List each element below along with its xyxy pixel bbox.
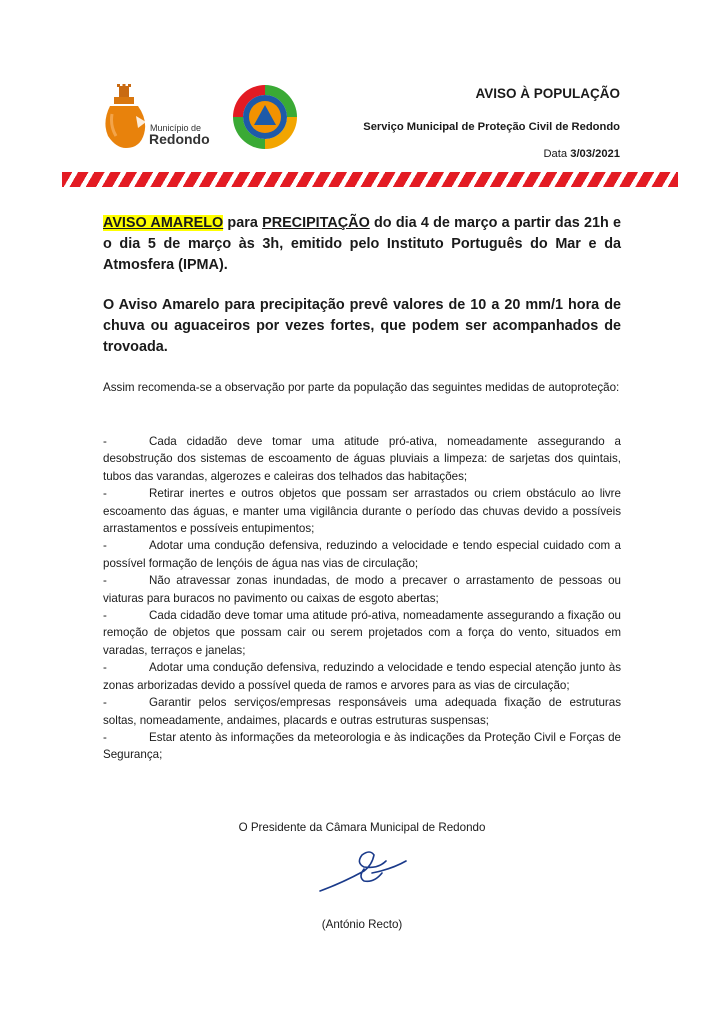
list-item — [103, 433, 621, 485]
logo-line2: Redondo — [149, 131, 210, 147]
warning-phenomenon: PRECIPITAÇÃO — [262, 215, 370, 231]
warning-connector: para — [223, 215, 263, 231]
warning-statement — [103, 213, 621, 276]
service-name: Serviço Municipal de Proteção Civil de Redondo — [363, 121, 620, 133]
warning-lead — [103, 213, 621, 276]
measures-list — [103, 433, 621, 764]
list-item — [103, 659, 621, 694]
list-item-text: Adotar uma condução defensiva, reduzindo a velocidade e tendo especial cuidado com a possível formação de lençóis de água nas vias de circulação; — [103, 539, 621, 570]
list-item-text: Cada cidadão deve tomar uma atitude pró-ativa, nomeadamente assegurando a desobstrução dos sistemas de escoamento de águas pluviais a limpeza: de sarjetas dos quintais, tubos das varandas, algerozes e caleiras dos telhados das habitações; — [103, 435, 621, 483]
logo-line1: Município de — [150, 123, 202, 133]
municipality-logo — [100, 82, 228, 150]
list-bullet: - — [103, 609, 107, 623]
list-item — [103, 607, 621, 659]
notice-title: AVISO À POPULAÇÃO — [475, 86, 620, 101]
list-bullet: - — [103, 487, 107, 501]
list-item — [103, 694, 621, 729]
list-item — [103, 729, 621, 764]
signatory-name: (António Recto) — [321, 918, 403, 931]
list-item-text: Garantir pelos serviços/empresas responsáveis uma adequada fixação de estruturas soltas, nomeadamente, andaimes, placards e outras estruturas suspensas; — [103, 696, 621, 727]
list-item — [103, 572, 621, 607]
list-item — [103, 485, 621, 537]
list-item-text: Estar atento às informações da meteorologia e às indicações da Proteção Civil e Forças de Segurança; — [103, 730, 621, 762]
measures-intro: Assim recomenda-se a observação por parte da população das seguintes medidas de autoproteção: — [103, 381, 620, 394]
handwritten-signature — [312, 843, 412, 901]
list-item-text: Cada cidadão deve tomar uma atitude pró-ativa, nomeadamente assegurando a fixação ou remoção de objetos que possam cair ou serem projetados com a força do vento, situados em varadas, terraços e janelas; — [103, 609, 621, 657]
jug-tower-icon — [105, 84, 146, 148]
warning-details: do dia 4 de março a partir das 21h e o dia 5 de março às 3h, emitido pelo Instituto Português do Mar e da Atmosfera (IPMA). — [103, 215, 621, 273]
signatory-title: O Presidente da Câmara Municipal de Redondo — [238, 821, 486, 834]
warning-stripe — [62, 172, 678, 187]
list-bullet: - — [103, 574, 107, 588]
warning-level: AVISO AMARELO — [103, 215, 224, 231]
forecast-paragraph: O Aviso Amarelo para precipitação prevê valores de 10 a 20 mm/1 hora de chuva ou aguaceiros por vezes fortes, que podem ser acompanhados de trovoada. — [103, 297, 621, 355]
list-bullet: - — [103, 696, 107, 710]
list-item-text: Retirar inertes e outros objetos que possam ser arrastados ou criem obstáculo ao livre escoamento das águas, e manter uma vigilância durante o período das chuvas devido a possíveis arrastamentos e possíveis entupimentos; — [103, 487, 621, 536]
list-bullet: - — [103, 435, 107, 448]
list-bullet: - — [103, 539, 107, 553]
date-value: 3/03/2021 — [570, 148, 620, 160]
civil-protection-logo — [232, 84, 298, 150]
list-item-text: Não atravessar zonas inundadas, de modo a precaver o arrastamento de pessoas ou viaturas para buracos no pavimento ou caixas de esgoto abertas; — [103, 574, 621, 605]
list-item — [103, 537, 621, 572]
list-bullet: - — [103, 661, 107, 675]
list-bullet: - — [103, 730, 107, 744]
civil-protection-triangle-icon — [233, 85, 297, 149]
notice-date — [543, 148, 620, 160]
date-label: Data — [543, 148, 568, 160]
list-item-text: Adotar uma condução defensiva, reduzindo a velocidade e tendo especial atenção junto às zonas arborizadas devido a possível queda de ramos e arvores para as vias de circulação; — [103, 661, 621, 692]
